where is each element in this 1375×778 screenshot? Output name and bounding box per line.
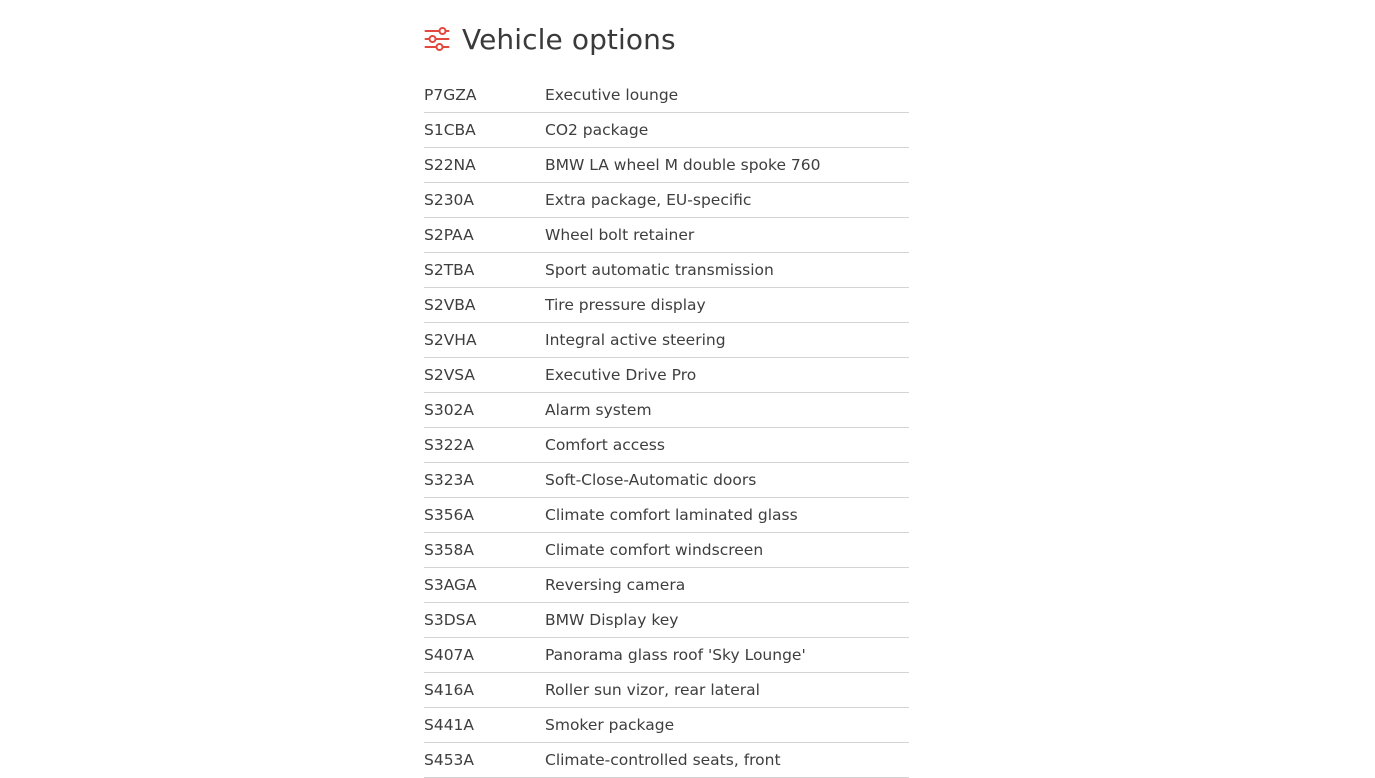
option-description: Soft-Close-Automatic doors [545, 463, 909, 498]
option-description: Sport automatic transmission [545, 253, 909, 288]
option-code: S22NA [424, 148, 545, 183]
option-code: S453A [424, 743, 545, 778]
option-description: Integral active steering [545, 323, 909, 358]
option-description: Executive Drive Pro [545, 358, 909, 393]
option-description: Climate comfort windscreen [545, 533, 909, 568]
option-code: S2VBA [424, 288, 545, 323]
option-code: S407A [424, 638, 545, 673]
option-code: S2TBA [424, 253, 545, 288]
option-description: BMW LA wheel M double spoke 760 [545, 148, 909, 183]
option-code: S2VHA [424, 323, 545, 358]
option-row [424, 708, 909, 743]
option-description: Panorama glass roof 'Sky Lounge' [545, 638, 909, 673]
option-row [424, 323, 909, 358]
option-description: Reversing camera [545, 568, 909, 603]
option-code: S302A [424, 393, 545, 428]
option-description: Climate-controlled seats, front [545, 743, 909, 778]
option-row [424, 673, 909, 708]
option-row [424, 463, 909, 498]
option-description: Wheel bolt retainer [545, 218, 909, 253]
option-description: Extra package, EU-specific [545, 183, 909, 218]
option-code: S2VSA [424, 358, 545, 393]
option-row [424, 568, 909, 603]
option-row [424, 288, 909, 323]
option-description: BMW Display key [545, 603, 909, 638]
option-row [424, 638, 909, 673]
option-row [424, 498, 909, 533]
option-code: S356A [424, 498, 545, 533]
option-description: Alarm system [545, 393, 909, 428]
option-row [424, 533, 909, 568]
option-description: Executive lounge [545, 78, 909, 113]
option-description: Roller sun vizor, rear lateral [545, 673, 909, 708]
section-title: Vehicle options [462, 22, 676, 56]
option-row [424, 78, 909, 113]
option-row [424, 603, 909, 638]
section-header [424, 0, 909, 78]
options-table [424, 78, 909, 778]
option-description: Tire pressure display [545, 288, 909, 323]
option-row [424, 358, 909, 393]
option-code: S441A [424, 708, 545, 743]
option-description: Climate comfort laminated glass [545, 498, 909, 533]
option-code: S230A [424, 183, 545, 218]
option-code: S358A [424, 533, 545, 568]
option-code: S416A [424, 673, 545, 708]
sliders-icon [424, 26, 450, 52]
option-code: S3AGA [424, 568, 545, 603]
option-row [424, 393, 909, 428]
options-list [424, 78, 909, 778]
option-row [424, 253, 909, 288]
vehicle-options-section [424, 0, 909, 778]
option-row [424, 148, 909, 183]
option-description: CO2 package [545, 113, 909, 148]
option-code: S322A [424, 428, 545, 463]
option-row [424, 113, 909, 148]
option-code: S3DSA [424, 603, 545, 638]
option-row [424, 183, 909, 218]
option-code: S2PAA [424, 218, 545, 253]
option-description: Comfort access [545, 428, 909, 463]
option-code: P7GZA [424, 78, 545, 113]
option-description: Smoker package [545, 708, 909, 743]
option-row [424, 428, 909, 463]
option-row [424, 743, 909, 778]
option-code: S1CBA [424, 113, 545, 148]
option-code: S323A [424, 463, 545, 498]
option-row [424, 218, 909, 253]
